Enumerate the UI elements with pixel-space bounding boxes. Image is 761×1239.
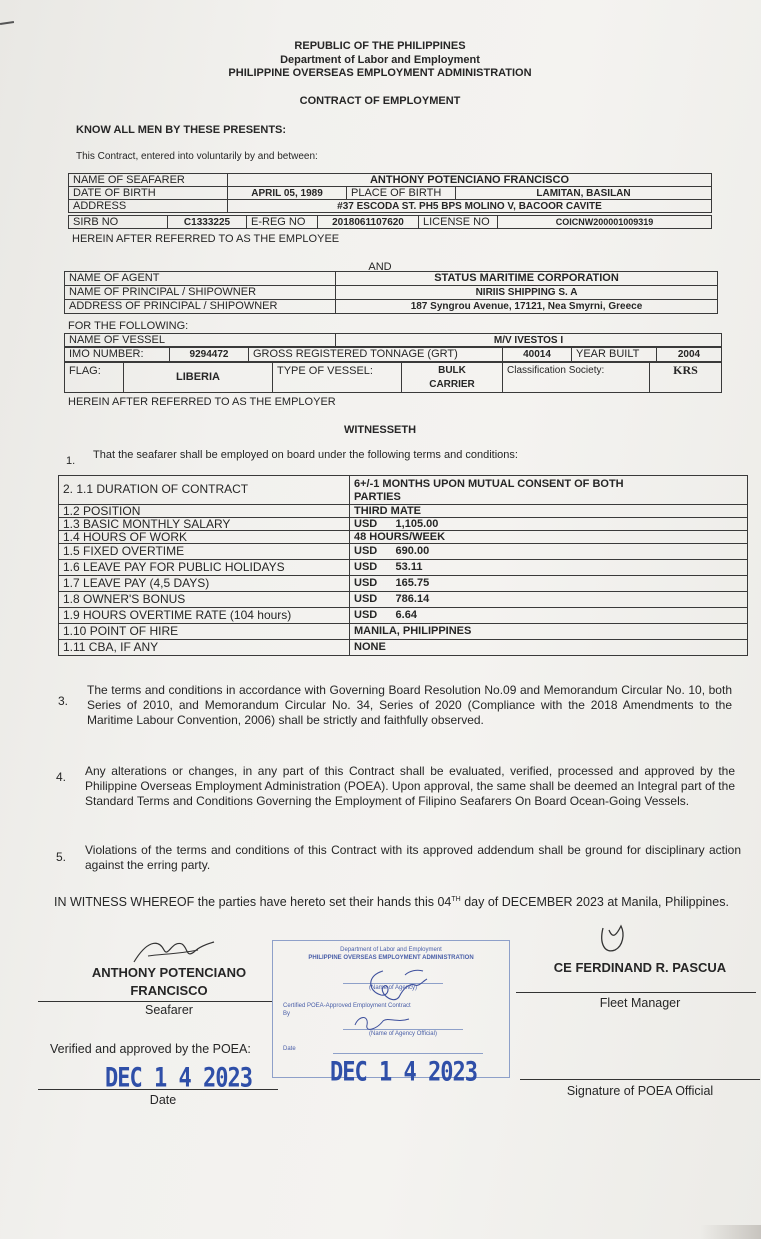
terms-value: NONE [350,640,748,656]
grt-value: 40014 [503,348,572,362]
license-label: LICENSE NO [419,216,498,229]
terms-row [59,476,748,505]
terms-value: USD 1,105.00 [350,518,748,531]
date-stamp-center: DEC 1 4 2023 [330,1057,477,1088]
vessel-name-value: M/V IVESTOS I [336,334,722,347]
terms-value: 48 HOURS/WEEK [350,531,748,544]
stamp-line5: By [283,1011,291,1017]
seafarer-table [68,173,712,213]
terms-label: 2. 1.1 DURATION OF CONTRACT [59,476,350,505]
intro-text: This Contract, entered into voluntarily by and between: [76,151,318,162]
terms-label: 1.7 LEAVE PAY (4,5 DAYS) [59,576,350,592]
class-value: KRS [650,363,722,393]
date-stamp-left: DEC 1 4 2023 [105,1063,252,1094]
seafarer-name-label: NAME OF SEAFARER [69,174,228,187]
address-value: #37 ESCODA ST. PH5 BPS MOLINO V, BACOOR CAVITE [228,200,712,213]
stamp-date-line [333,1053,483,1054]
stamp-line3: (Name of Agency) [368,985,418,991]
vessel-imo-table [64,347,722,362]
principal-value: NIRIIS SHIPPING S. A [336,286,718,300]
terms-row [59,531,748,544]
terms-label: 1.5 FIXED OVERTIME [59,544,350,560]
vessel-name-table [64,333,722,347]
clause-1-num: 1. [66,455,76,467]
terms-label: 1.3 BASIC MONTHLY SALARY [59,518,350,531]
clause-5-text: Violations of the terms and conditions of this Contract with its approved addendum shall be ground for disciplinary action against the erring party. [85,843,741,872]
clause-3-text: The terms and conditions in accordance with Governing Board Resolution No.09 and Memorandum Circular No. 10, both Series of 2010, and Memorandum Circular No. 34, Series of 2020 (Compliance with the 2018 Amendments to the Maritime Labour Convention, 2006) shall be strictly and faithfully observed. [87,683,732,727]
clause-1-text: That the seafarer shall be employed on board under the following terms and conditions: [93,449,518,461]
class-label: Classification Society: [503,363,650,393]
year-value: 2004 [657,348,722,362]
poea-official-line [520,1079,760,1080]
terms-row [59,576,748,592]
page-title: CONTRACT OF EMPLOYMENT [299,95,461,107]
terms-value: USD 53.11 [350,560,748,576]
terms-row [59,560,748,576]
scan-mark [0,21,14,25]
dob-label: DATE OF BIRTH [69,187,228,200]
header-poea: PHILIPPINE OVERSEAS EMPLOYMENT ADMINISTRATION [228,67,532,79]
clause-4-num: 4. [56,770,67,784]
principal-address-value: 187 Syngrou Avenue, 17121, Nea Smyrni, Greece [336,300,718,314]
terms-value: USD 786.14 [350,592,748,608]
terms-label: 1.9 HOURS OVERTIME RATE (104 hours) [59,608,350,624]
know-all-men: KNOW ALL MEN BY THESE PRESENTS: [76,124,287,136]
terms-row [59,505,748,518]
seafarer-name: ANTHONY POTENCIANO FRANCISCO [228,174,712,187]
stamp-line6: (Name of Agency Official) [369,1031,437,1037]
dob-value: APRIL 05, 1989 [228,187,347,200]
terms-row [59,624,748,640]
terms-row [59,640,748,656]
vessel-flag-table [64,362,722,393]
address-label: ADDRESS [69,200,228,213]
vessel-name-label: NAME OF VESSEL [65,334,336,347]
seafarer-signature [128,932,218,968]
manager-name: CE FERDINAND R. PASCUA [553,960,727,975]
clause-4-text: Any alterations or changes, in any part of this Contract shall be evaluated, verified, processed and approved by the Philippine Overseas Employment Administration (POEA). Upon approval, the same shall be deemed an Integral part of the Standard Terms and Conditions Governing the Employment of Filipino Seafarers On Board Ocean-Going Vessels. [85,764,735,808]
stamp-line2: PHILIPPINE OVERSEAS EMPLOYMENT ADMINISTRATION [308,955,474,961]
terms-value: THIRD MATE [350,505,748,518]
poea-official-label: Signature of POEA Official [566,1084,714,1098]
sirb-value: C1333225 [168,216,247,229]
date-label: Date [149,1093,177,1107]
terms-table [58,475,748,656]
flag-label: FLAG: [65,363,124,393]
seafarer-ids-table [68,215,712,229]
year-label: YEAR BUILT [572,348,657,362]
witness-text-pre: IN WITNESS WHEREOF the parties have hereto set their hands this 04 [54,895,452,910]
agent-value: STATUS MARITIME CORPORATION [336,272,718,286]
header-republic: REPUBLIC OF THE PHILIPPINES [294,40,466,52]
witness-sup: TH [451,896,461,903]
and-label: AND [368,261,392,273]
license-value: COICNW200001009319 [498,216,712,229]
ereg-label: E-REG NO [247,216,318,229]
terms-row [59,544,748,560]
verified-label: Verified and approved by the POEA: [50,1042,251,1056]
witness-text-post: day of DECEMBER 2023 at Manila, Philippines. [460,895,729,910]
seafarer-name-line1: ANTHONY POTENCIANO [91,965,247,980]
for-the-following: FOR THE FOLLOWING: [68,320,189,332]
sirb-label: SIRB NO [69,216,168,229]
principal-address-label: ADDRESS OF PRINCIPAL / SHIPOWNER [65,300,336,314]
duration-line1: 6+/-1 MONTHS UPON MUTUAL CONSENT OF BOTH [354,478,624,490]
manager-signature-line [516,992,756,993]
terms-value: USD 6.64 [350,608,748,624]
flag-value: LIBERIA [124,363,273,393]
clause-5-num: 5. [56,850,67,864]
terms-row [59,518,748,531]
terms-label: 1.10 POINT OF HIRE [59,624,350,640]
terms-label: 1.11 CBA, IF ANY [59,640,350,656]
type-value [402,363,503,393]
employer-hereinafter: HEREIN AFTER REFERRED TO AS THE EMPLOYER [68,396,336,408]
page-edge-shadow [700,1225,761,1239]
terms-label: 1.6 LEAVE PAY FOR PUBLIC HOLIDAYS [59,560,350,576]
stamp-line1: Department of Labor and Employment [340,947,442,953]
stamp-line4: Certified POEA-Approved Employment Contract [283,1003,411,1009]
clause-3-num: 3. [58,694,69,708]
imo-value: 9294472 [170,348,249,362]
type-line2: CARRIER [429,379,475,390]
stamp-signature [353,961,443,1011]
pob-value: LAMITAN, BASILAN [456,187,712,200]
terms-value: USD 690.00 [350,544,748,560]
employee-hereinafter: HEREIN AFTER REFERRED TO AS THE EMPLOYEE [72,233,340,245]
terms-label: 1.2 POSITION [59,505,350,518]
manager-role: Fleet Manager [599,996,681,1010]
grt-label: GROSS REGISTERED TONNAGE (GRT) [249,348,503,362]
seafarer-signature-line [38,1001,272,1002]
imo-label: IMO NUMBER: [65,348,170,362]
terms-value [350,476,748,505]
type-label: TYPE OF VESSEL: [273,363,402,393]
terms-row [59,592,748,608]
terms-value: MANILA, PHILIPPINES [350,624,748,640]
stamp-line7: Date [283,1046,296,1052]
agent-label: NAME OF AGENT [65,272,336,286]
seafarer-name-line2: FRANCISCO [130,983,208,998]
principal-label: NAME OF PRINCIPAL / SHIPOWNER [65,286,336,300]
terms-value: USD 165.75 [350,576,748,592]
witnesseth: WITNESSETH [343,424,417,436]
seafarer-role: Seafarer [145,1003,193,1017]
pob-label: PLACE OF BIRTH [347,187,456,200]
witness-paragraph [54,892,746,910]
manager-signature [595,920,635,960]
date-line [38,1089,278,1090]
duration-line2: PARTIES [354,491,401,503]
stamp-signature-2 [347,1011,417,1035]
ereg-value: 2018061107620 [318,216,419,229]
terms-label: 1.8 OWNER'S BONUS [59,592,350,608]
type-line1: BULK [438,365,466,376]
terms-label: 1.4 HOURS OF WORK [59,531,350,544]
agent-table [64,271,718,314]
header-dole: Department of Labor and Employment [280,54,480,66]
terms-row [59,608,748,624]
